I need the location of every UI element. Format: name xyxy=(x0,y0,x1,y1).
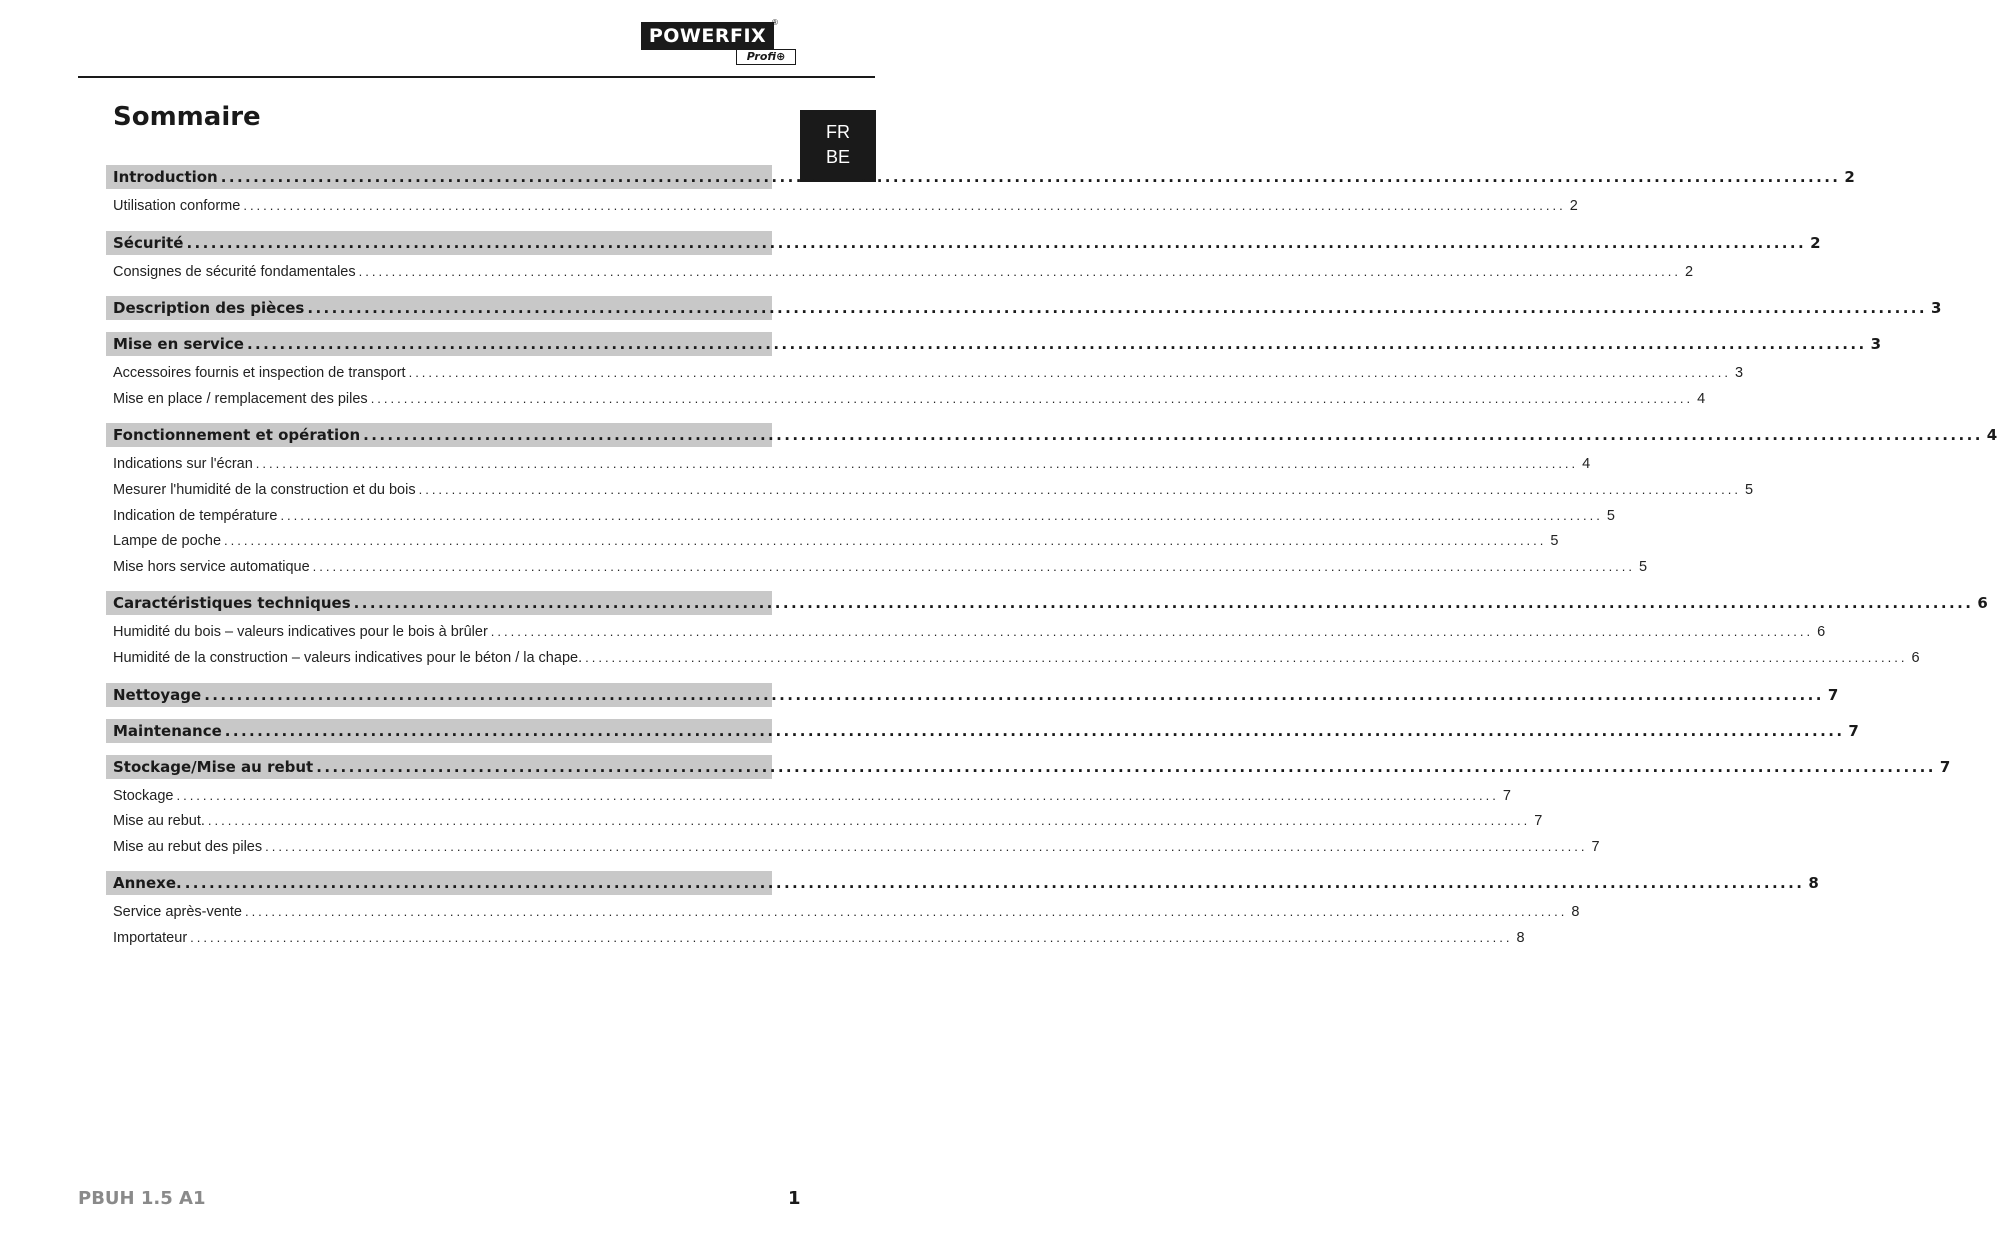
toc-entry[interactable] xyxy=(106,528,1559,554)
toc-entry-page: 8 xyxy=(1516,929,1525,946)
toc-entry-label: Mise hors service automatique xyxy=(113,558,310,575)
toc-entry-label: Mise en place / remplacement des piles xyxy=(113,390,368,407)
header-rule xyxy=(78,76,875,78)
toc-section[interactable] xyxy=(106,231,1821,255)
toc-entry-page: 8 xyxy=(1571,904,1580,921)
toc-entry-page: 2 xyxy=(1569,198,1578,214)
footer-page-number: 1 xyxy=(788,1188,801,1209)
toc-entry-label: Mise au rebut des piles xyxy=(113,838,263,855)
dot-leader: ........................................................................................................................................................................................................ xyxy=(280,507,1603,523)
toc-entry-label: Consignes de sécurité fondamentales xyxy=(113,263,356,280)
toc-section-page: 8 xyxy=(1808,874,1819,893)
toc-entry-page: 5 xyxy=(1744,481,1754,498)
toc-section-label: Sécurité xyxy=(113,231,186,255)
toc-section[interactable] xyxy=(106,755,1951,779)
toc-section-label: Annexe. xyxy=(113,871,185,895)
toc-entry-page: 2 xyxy=(1685,263,1694,280)
toc-entry-page: 5 xyxy=(1550,533,1559,550)
toc-entry-label: Service après-vente xyxy=(113,904,242,921)
dot-leader: ........................................................................................................................................................................................................ xyxy=(307,299,1928,318)
toc-entry[interactable] xyxy=(106,259,1694,285)
toc-section[interactable] xyxy=(106,683,1839,707)
toc-entry-page: 6 xyxy=(1911,649,1920,666)
toc-section-label: Fonctionnement et opération xyxy=(113,423,363,447)
toc-section-label: Stockage/Mise au rebut xyxy=(113,755,316,779)
toc-entry-label: Importateur xyxy=(113,929,188,946)
table-of-contents xyxy=(106,165,1997,951)
toc-section-page: 4 xyxy=(1986,426,1997,445)
toc-entry[interactable] xyxy=(106,925,1525,951)
dot-leader: ........................................................................................................................................................................................................ xyxy=(585,649,1908,665)
dot-leader: ........................................................................................................................................................................................................ xyxy=(204,685,1824,704)
toc-section-page: 3 xyxy=(1931,299,1942,318)
toc-entry[interactable] xyxy=(106,783,1511,809)
dot-leader: ........................................................................................................................................................................................................ xyxy=(224,721,1845,740)
toc-section-page: 2 xyxy=(1810,233,1821,252)
toc-entry-label: Indication de température xyxy=(113,507,278,524)
toc-entry-page: 5 xyxy=(1606,507,1615,524)
toc-section-label: Caractéristiques techniques xyxy=(113,591,354,615)
toc-entry-page: 5 xyxy=(1639,558,1648,575)
dot-leader: ........................................................................................................................................................................................................ xyxy=(243,198,1566,213)
toc-entry[interactable] xyxy=(106,386,1706,412)
toc-entry-page: 7 xyxy=(1534,813,1543,830)
dot-leader: ........................................................................................................................................................................................................ xyxy=(358,263,1681,279)
toc-entry[interactable] xyxy=(106,619,1826,645)
dot-leader: ........................................................................................................................................................................................................ xyxy=(418,481,1741,497)
toc-entry[interactable] xyxy=(106,834,1600,860)
toc-entry-page: 3 xyxy=(1734,365,1744,382)
toc-section-page: 6 xyxy=(1977,594,1988,613)
toc-section[interactable] xyxy=(106,719,1859,743)
toc-entry[interactable] xyxy=(106,451,1591,477)
toc-section-page: 7 xyxy=(1827,685,1839,704)
toc-entry-label: Indications sur l'écran xyxy=(113,456,253,473)
toc-entry-label: Lampe de poche xyxy=(113,533,222,550)
toc-entry[interactable] xyxy=(106,899,1580,925)
toc-section-page: 7 xyxy=(1848,721,1859,740)
toc-section-page: 7 xyxy=(1939,757,1951,776)
dot-leader: ........................................................................................................................................................................................................ xyxy=(316,757,1936,776)
dot-leader: ........................................................................................................................................................................................................ xyxy=(246,335,1867,354)
toc-section-label: Introduction xyxy=(113,165,221,189)
toc-section[interactable] xyxy=(106,332,1882,356)
toc-entry[interactable] xyxy=(106,645,1920,671)
toc-entry-label: Humidité du bois – valeurs indicatives pour le bois à brûler xyxy=(113,624,488,641)
brand-sub: Profi⊕ xyxy=(736,49,796,65)
toc-entry-page: 6 xyxy=(1817,624,1826,641)
toc-entry-label: Mise au rebut. xyxy=(113,813,205,830)
toc-entry-page: 7 xyxy=(1502,787,1511,804)
language-code-fr: FR xyxy=(826,122,850,142)
dot-leader: ........................................................................................................................................................................................................ xyxy=(255,456,1579,472)
toc-entry-label: Humidité de la construction – valeurs indicatives pour le béton / la chape. xyxy=(113,649,583,666)
toc-section-label: Description des pièces xyxy=(113,296,307,320)
toc-section[interactable] xyxy=(106,423,1997,447)
dot-leader: ........................................................................................................................................................................................................ xyxy=(186,233,1807,252)
footer-model: PBUH 1.5 A1 xyxy=(78,1188,206,1209)
dot-leader: ........................................................................................................................................................................................................ xyxy=(190,929,1513,945)
dot-leader: ........................................................................................................................................................................................................ xyxy=(265,838,1588,854)
toc-section[interactable] xyxy=(106,591,1988,615)
toc-section[interactable] xyxy=(106,871,1819,895)
toc-entry[interactable] xyxy=(106,477,1754,503)
toc-entry-page: 7 xyxy=(1591,838,1600,855)
toc-entry[interactable] xyxy=(106,193,1578,219)
toc-section-label: Nettoyage xyxy=(113,683,204,707)
toc-entry[interactable] xyxy=(106,554,1648,580)
brand-name: POWERFIX xyxy=(641,22,774,50)
dot-leader: ........................................................................................................................................................................................................ xyxy=(244,904,1568,920)
toc-section[interactable] xyxy=(106,296,1942,320)
brand-logo xyxy=(641,18,797,66)
dot-leader: ........................................................................................................................................................................................................ xyxy=(207,813,1531,829)
toc-entry-page: 4 xyxy=(1697,390,1706,407)
page-title: Sommaire xyxy=(113,102,261,132)
toc-entry-label: Stockage xyxy=(113,787,174,804)
dot-leader: ........................................................................................................................................................................................................ xyxy=(490,624,1814,640)
toc-section-page: 2 xyxy=(1844,168,1855,186)
toc-section[interactable] xyxy=(106,165,1855,189)
registered-mark: ® xyxy=(772,18,778,27)
toc-entry[interactable] xyxy=(106,503,1615,529)
dot-leader: ........................................................................................................................................................................................................ xyxy=(312,558,1636,574)
toc-entry-label: Mesurer l'humidité de la construction et du bois xyxy=(113,481,416,498)
dot-leader: ........................................................................................................................................................................................................ xyxy=(184,874,1805,893)
language-code-be: BE xyxy=(825,147,850,167)
dot-leader: ........................................................................................................................................................................................................ xyxy=(224,533,1547,549)
toc-entry[interactable] xyxy=(106,808,1543,834)
dot-leader: ........................................................................................................................................................................................................ xyxy=(408,365,1731,381)
toc-section-label: Maintenance xyxy=(113,719,225,743)
toc-entry-page: 4 xyxy=(1582,456,1591,473)
toc-entry-label: Accessoires fournis et inspection de transport xyxy=(113,365,406,382)
toc-entry-label: Utilisation conforme xyxy=(113,198,241,214)
toc-section-page: 3 xyxy=(1870,335,1882,354)
dot-leader: ........................................................................................................................................................................................................ xyxy=(370,390,1694,406)
dot-leader: ........................................................................................................................................................................................................ xyxy=(353,594,1974,613)
dot-leader: ........................................................................................................................................................................................................ xyxy=(363,426,1983,445)
toc-section-label: Mise en service xyxy=(113,332,247,356)
dot-leader: ........................................................................................................................................................................................................ xyxy=(176,787,1499,803)
toc-entry[interactable] xyxy=(106,360,1744,386)
dot-leader: ........................................................................................................................................................................................................ xyxy=(220,168,1841,186)
